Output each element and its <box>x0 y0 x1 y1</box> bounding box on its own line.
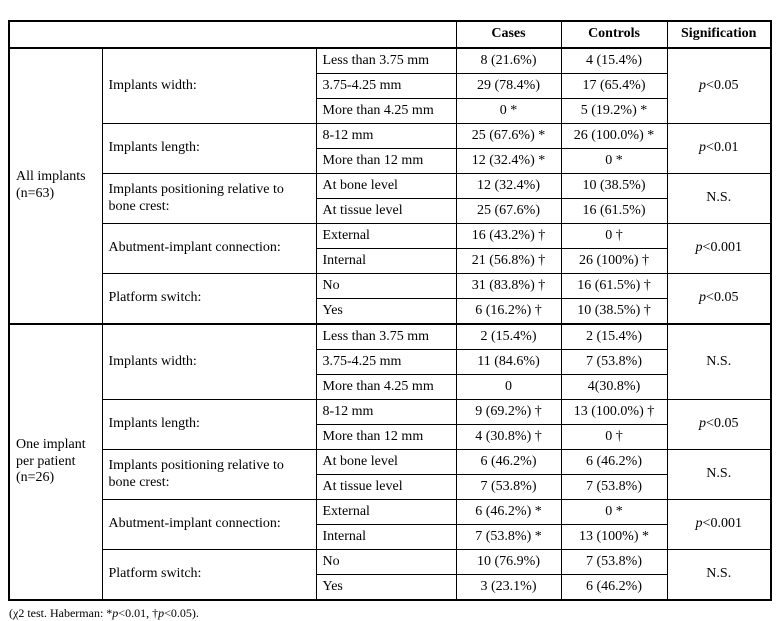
variable-cell-length: Implants length: <box>102 124 316 174</box>
controls-value-cell: 5 (19.2%) * <box>561 99 667 124</box>
sig-value: <0.05 <box>706 416 739 432</box>
p-symbol: p <box>699 290 707 306</box>
sig-value: <0.05 <box>706 290 739 306</box>
sig-value: <0.01 <box>706 140 739 156</box>
category-cell: External <box>316 224 456 249</box>
p-symbol: p <box>699 140 707 156</box>
cases-value-cell: 8 (21.6%) <box>456 48 561 74</box>
footnote-text: <0.05). <box>164 606 199 620</box>
p-symbol: p <box>699 77 707 93</box>
footnote-text: (χ2 test. Haberman: * <box>9 606 113 620</box>
signification-cell <box>667 48 771 124</box>
category-cell: 8-12 mm <box>316 124 456 149</box>
sig-value: N.S. <box>706 190 732 206</box>
signification-cell <box>667 324 771 400</box>
footnote-text: <0.01, † <box>118 606 159 620</box>
category-cell: At bone level <box>316 174 456 199</box>
controls-value-cell: 26 (100%) † <box>561 249 667 274</box>
cases-value-cell: 4 (30.8%) † <box>456 425 561 450</box>
sig-value: <0.001 <box>702 240 742 256</box>
controls-value-cell: 13 (100.0%) † <box>561 400 667 425</box>
cases-value-cell: 10 (76.9%) <box>456 550 561 575</box>
table-row <box>9 550 771 575</box>
header-controls: Controls <box>561 21 667 48</box>
controls-value-cell: 6 (46.2%) <box>561 575 667 601</box>
cases-value-cell: 11 (84.6%) <box>456 350 561 375</box>
table-row <box>9 224 771 249</box>
controls-value-cell: 7 (53.8%) <box>561 475 667 500</box>
category-cell: No <box>316 550 456 575</box>
category-cell: More than 4.25 mm <box>316 375 456 400</box>
controls-value-cell: 4 (15.4%) <box>561 48 667 74</box>
cases-value-cell: 6 (16.2%) † <box>456 299 561 325</box>
controls-value-cell: 7 (53.8%) <box>561 550 667 575</box>
category-cell: 3.75-4.25 mm <box>316 74 456 99</box>
header-cases: Cases <box>456 21 561 48</box>
table-row <box>9 124 771 149</box>
p-symbol: p <box>112 606 119 620</box>
signification-cell <box>667 500 771 550</box>
cases-value-cell: 12 (32.4%) <box>456 174 561 199</box>
table-footnote <box>9 606 770 621</box>
variable-cell-width: Implants width: <box>102 324 316 400</box>
signification-cell <box>667 400 771 450</box>
header-empty-cell <box>9 21 456 48</box>
results-table <box>8 20 772 601</box>
controls-value-cell: 0 † <box>561 224 667 249</box>
cases-value-cell: 29 (78.4%) <box>456 74 561 99</box>
cases-value-cell: 0 * <box>456 99 561 124</box>
table-row <box>9 500 771 525</box>
cases-value-cell: 25 (67.6%) * <box>456 124 561 149</box>
cases-value-cell: 6 (46.2%) <box>456 450 561 475</box>
controls-value-cell: 0 * <box>561 500 667 525</box>
header-signification: Signification <box>667 21 771 48</box>
signification-cell <box>667 174 771 224</box>
category-cell: Yes <box>316 575 456 601</box>
sig-value: N.S. <box>706 353 732 369</box>
sig-value: <0.05 <box>706 77 739 93</box>
sig-value: N.S. <box>706 566 732 582</box>
signification-cell <box>667 550 771 601</box>
category-cell: 8-12 mm <box>316 400 456 425</box>
variable-cell-length: Implants length: <box>102 400 316 450</box>
category-cell: Internal <box>316 525 456 550</box>
controls-value-cell: 7 (53.8%) <box>561 350 667 375</box>
controls-value-cell: 10 (38.5%) <box>561 174 667 199</box>
signification-cell <box>667 450 771 500</box>
variable-cell-connection: Abutment-implant connection: <box>102 500 316 550</box>
cases-value-cell: 7 (53.8%) * <box>456 525 561 550</box>
category-cell: Less than 3.75 mm <box>316 324 456 350</box>
cases-value-cell: 2 (15.4%) <box>456 324 561 350</box>
controls-value-cell: 2 (15.4%) <box>561 324 667 350</box>
controls-value-cell: 10 (38.5%) † <box>561 299 667 325</box>
controls-value-cell: 26 (100.0%) * <box>561 124 667 149</box>
variable-cell-positioning: Implants positioning relative to bone crest: <box>102 450 316 500</box>
controls-value-cell: 13 (100%) * <box>561 525 667 550</box>
variable-cell-positioning: Implants positioning relative to bone crest: <box>102 174 316 224</box>
cases-value-cell: 7 (53.8%) <box>456 475 561 500</box>
cases-value-cell: 25 (67.6%) <box>456 199 561 224</box>
category-cell: At bone level <box>316 450 456 475</box>
category-cell: More than 12 mm <box>316 425 456 450</box>
table-row <box>9 48 771 74</box>
controls-value-cell: 4(30.8%) <box>561 375 667 400</box>
cases-value-cell: 9 (69.2%) † <box>456 400 561 425</box>
cases-value-cell: 12 (32.4%) * <box>456 149 561 174</box>
p-symbol: p <box>699 416 707 432</box>
controls-value-cell: 6 (46.2%) <box>561 450 667 475</box>
cases-value-cell: 31 (83.8%) † <box>456 274 561 299</box>
category-cell: At tissue level <box>316 475 456 500</box>
category-cell: More than 4.25 mm <box>316 99 456 124</box>
category-cell: Internal <box>316 249 456 274</box>
table-row <box>9 324 771 350</box>
controls-value-cell: 0 * <box>561 149 667 174</box>
p-symbol: p <box>158 606 165 620</box>
p-symbol: p <box>695 516 703 532</box>
variable-cell-width: Implants width: <box>102 48 316 124</box>
category-cell: At tissue level <box>316 199 456 224</box>
group-cell-one-implant: One implant per patient (n=26) <box>9 324 102 600</box>
variable-cell-connection: Abutment-implant connection: <box>102 224 316 274</box>
controls-value-cell: 16 (61.5%) <box>561 199 667 224</box>
variable-cell-platform-switch: Platform switch: <box>102 550 316 601</box>
controls-value-cell: 17 (65.4%) <box>561 74 667 99</box>
category-cell: Less than 3.75 mm <box>316 48 456 74</box>
table-header-row <box>9 21 771 48</box>
sig-value: <0.001 <box>702 516 742 532</box>
group-cell-all-implants: All implants (n=63) <box>9 48 102 324</box>
cases-value-cell: 21 (56.8%) † <box>456 249 561 274</box>
table-row <box>9 274 771 299</box>
cases-value-cell: 0 <box>456 375 561 400</box>
category-cell: External <box>316 500 456 525</box>
table-row <box>9 174 771 199</box>
variable-cell-platform-switch: Platform switch: <box>102 274 316 325</box>
table-row <box>9 400 771 425</box>
controls-value-cell: 0 † <box>561 425 667 450</box>
category-cell: More than 12 mm <box>316 149 456 174</box>
p-symbol: p <box>695 240 703 256</box>
cases-value-cell: 3 (23.1%) <box>456 575 561 601</box>
sig-value: N.S. <box>706 466 732 482</box>
category-cell: 3.75-4.25 mm <box>316 350 456 375</box>
signification-cell <box>667 124 771 174</box>
table-row <box>9 450 771 475</box>
category-cell: Yes <box>316 299 456 325</box>
category-cell: No <box>316 274 456 299</box>
signification-cell <box>667 274 771 325</box>
controls-value-cell: 16 (61.5%) † <box>561 274 667 299</box>
signification-cell <box>667 224 771 274</box>
cases-value-cell: 16 (43.2%) † <box>456 224 561 249</box>
cases-value-cell: 6 (46.2%) * <box>456 500 561 525</box>
